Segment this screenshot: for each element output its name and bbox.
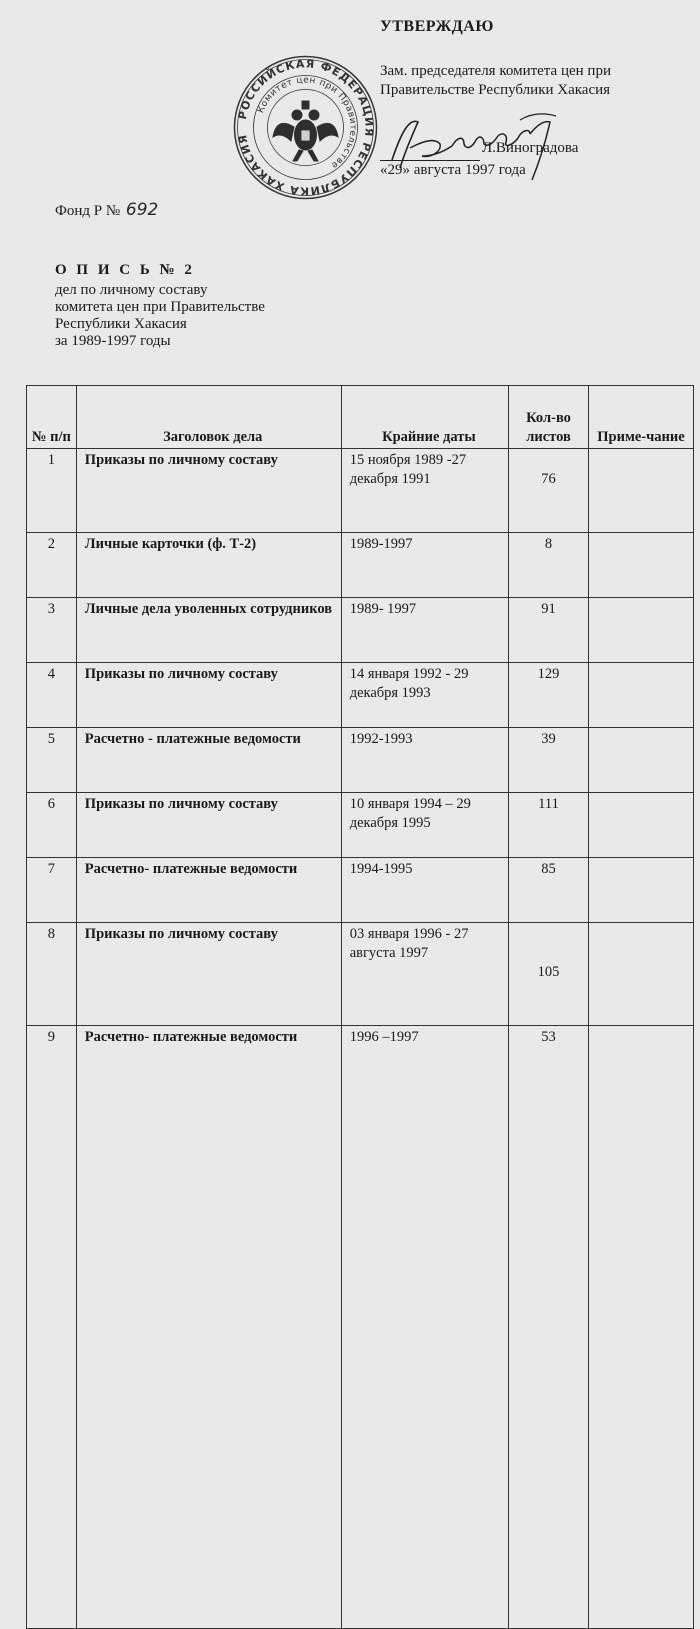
header-dates: Крайние даты: [341, 386, 508, 449]
row-dates: 14 января 1992 - 29 декабря 1993: [341, 663, 508, 728]
row-dates: 1994-1995: [341, 858, 508, 923]
row-title: Расчетно- платежные ведомости: [76, 858, 341, 923]
table-row: [27, 533, 694, 598]
row-dates: 03 января 1996 - 27 августа 1997: [341, 923, 508, 1026]
row-note: [588, 598, 693, 663]
approver-name: Л.Виноградова: [482, 140, 579, 156]
row-note: [588, 663, 693, 728]
row-title: Расчетно- платежные ведомости: [76, 1026, 341, 1629]
row-count: 105: [509, 923, 589, 1026]
handwritten-signature: [380, 100, 580, 190]
table-row: [27, 449, 694, 533]
row-note: [588, 793, 693, 858]
row-dates: 1996 –1997: [341, 1026, 508, 1629]
row-num: 9: [27, 1026, 77, 1629]
row-title: Приказы по личному составу: [76, 663, 341, 728]
row-num: 2: [27, 533, 77, 598]
row-count: 8: [509, 533, 589, 598]
seal-outer-text: РОССИЙСКАЯ ФЕДЕРАЦИЯ РЕСПУБЛИКА ХАКАСИЯ: [235, 57, 376, 198]
row-count: 129: [509, 663, 589, 728]
row-count: 76: [509, 449, 589, 533]
official-seal: [233, 55, 378, 200]
fond-label: Фонд Р №: [55, 203, 121, 219]
row-note: [588, 533, 693, 598]
row-title: Личные карточки (ф. Т-2): [76, 533, 341, 598]
row-title: Приказы по личному составу: [76, 449, 341, 533]
inventory-desc-line: за 1989-1997 годы: [55, 333, 171, 349]
row-num: 1: [27, 449, 77, 533]
table-row: [27, 1026, 694, 1629]
row-count: 91: [509, 598, 589, 663]
approval-position: Зам. председателя комитета цен при Правительстве Республики Хакасия: [380, 63, 611, 98]
fond-number: 692: [125, 200, 159, 220]
inventory-desc-line: дел по личному составу: [55, 282, 208, 298]
header-title: Заголовок дела: [76, 386, 341, 449]
approval-title: УТВЕРЖДАЮ: [380, 18, 494, 35]
table-row: [27, 598, 694, 663]
row-num: 7: [27, 858, 77, 923]
table-row: [27, 728, 694, 793]
table-row: [27, 923, 694, 1026]
row-dates: 15 ноября 1989 -27 декабря 1991: [341, 449, 508, 533]
table-row: [27, 663, 694, 728]
row-num: 6: [27, 793, 77, 858]
approval-date: «29» августа 1997 года: [380, 162, 526, 178]
inventory-description: [55, 282, 355, 350]
row-dates: 10 января 1994 – 29 декабря 1995: [341, 793, 508, 858]
row-count: 53: [509, 1026, 589, 1629]
table-row: [27, 858, 694, 923]
header-count: Кол-во листов: [509, 386, 589, 449]
row-num: 5: [27, 728, 77, 793]
row-note: [588, 923, 693, 1026]
row-note: [588, 1026, 693, 1629]
seal-inner-text: Комитет цен при Правительстве: [256, 75, 358, 171]
row-count: 39: [509, 728, 589, 793]
header-note: Приме-чание: [588, 386, 693, 449]
row-title: Расчетно - платежные ведомости: [76, 728, 341, 793]
row-title: Приказы по личному составу: [76, 793, 341, 858]
row-num: 4: [27, 663, 77, 728]
row-note: [588, 728, 693, 793]
row-count: 111: [509, 793, 589, 858]
row-num: 3: [27, 598, 77, 663]
inventory-title: О П И С Ь № 2: [55, 262, 195, 278]
row-dates: 1989-1997: [341, 533, 508, 598]
row-note: [588, 858, 693, 923]
row-dates: 1989- 1997: [341, 598, 508, 663]
table-header-row: [27, 386, 694, 449]
header-num: № п/п: [27, 386, 77, 449]
fond-line: [55, 200, 158, 220]
row-note: [588, 449, 693, 533]
row-title: Личные дела уволенных сотрудников: [76, 598, 341, 663]
inventory-table: [26, 385, 694, 1629]
row-count: 85: [509, 858, 589, 923]
row-title: Приказы по личному составу: [76, 923, 341, 1026]
table-row: [27, 793, 694, 858]
inventory-desc-line: Республики Хакасия: [55, 316, 187, 332]
row-dates: 1992-1993: [341, 728, 508, 793]
row-num: 8: [27, 923, 77, 1026]
inventory-desc-line: комитета цен при Правительстве: [55, 299, 265, 315]
